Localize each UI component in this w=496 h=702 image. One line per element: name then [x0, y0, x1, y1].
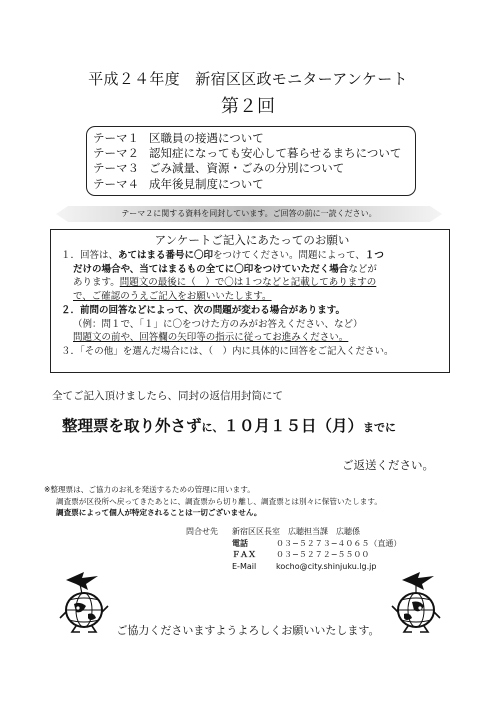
- contact-label: 問合せ先: [186, 527, 218, 536]
- instruction-line: ２．前問の回答などによって、次の問題が変わる場合があります。: [61, 304, 346, 316]
- theme-text: 成年後見制度について: [149, 176, 264, 191]
- theme-text: 区職員の接遇について: [149, 131, 264, 145]
- theme-number: テーマ４: [93, 176, 139, 191]
- fine-print-line: 調査票が区役所へ戻ってきたあとに、調査票から切り離し、調査票とは別々に保管いたします。: [56, 496, 382, 506]
- fax-label: ＦＡＸ: [232, 550, 256, 560]
- return-instruction: 全てご記入頂けましたら、同封の返信用封筒にて: [52, 390, 283, 402]
- instruction-line: で、ご確認のうえご記入をお願いいたします。: [73, 291, 272, 303]
- theme-text: ごみ減量、資源・ごみの分別について: [149, 161, 345, 176]
- theme-item: [93, 146, 415, 161]
- contact-info: [186, 526, 401, 572]
- contact-fax-row: [186, 549, 401, 561]
- instruction-line: ３．「その他」を選んだ場合には、（ ）内に具体的に回答をご記入ください。: [61, 345, 394, 357]
- email-label: E-Mail: [232, 561, 257, 571]
- theme-item: [93, 177, 415, 192]
- theme-item: [93, 161, 415, 176]
- enclosure-banner: [56, 206, 442, 222]
- survey-title: 平成２４年度 新宿区区政モニターアンケート: [88, 70, 408, 88]
- tel-number: ０３−５２７３−４０６５（直通）: [276, 538, 402, 548]
- deadline-line: 整理票を取り外さずに、１０月１５日（月）までに: [62, 417, 397, 435]
- theme-text: 認知症になっても安心して暮らせるまちについて: [149, 146, 402, 161]
- banner-text: テーマ２に関する資料を同封しています。ご回答の前に一読ください。: [121, 209, 377, 218]
- closing-message: ご協力くださいますようよろしくお願いいたします。: [116, 624, 380, 637]
- fine-print-line: ※整理票は、ご協力のお礼を発送するための管理に用います。: [44, 485, 255, 494]
- contact-org-row: [186, 526, 401, 538]
- deadline-date: １０月１５日（月）: [223, 417, 364, 435]
- fine-print-line: 調査票によって個人が特定されることは一切ございません。: [56, 508, 262, 517]
- email-address: kocho@city.shinjuku.lg.jp: [276, 561, 377, 571]
- contact-email-row: [186, 561, 401, 573]
- instruction-line: １．回答は、あてはまる番号に〇印をつけてください。問題によって、１つ: [61, 250, 384, 261]
- survey-round: 第２回: [221, 96, 275, 117]
- theme-item: [93, 131, 415, 146]
- fax-number: ０３−５２７２−５５００: [276, 550, 370, 560]
- instruction-line: だけの場合や、当てはまるもの全てに〇印をつけていただく場合などが: [73, 263, 377, 275]
- return-request: ご返送ください。: [342, 458, 434, 472]
- theme-number: テーマ２: [93, 146, 139, 161]
- theme-number: テーマ３: [93, 161, 139, 176]
- instruction-line: （例：問１で、「１」に〇をつけた方のみがお答えください、など）: [73, 318, 363, 330]
- keep-slip-text: 整理票を取り外さず: [62, 417, 202, 435]
- fine-print: [44, 484, 382, 519]
- theme-list: [86, 126, 416, 196]
- instruction-line: あります。問題文の最後に（ ）で〇は１つなどと記載してありますの: [73, 277, 377, 289]
- tel-label: 電話: [232, 538, 248, 548]
- instructions-heading: アンケートご記入にあたってのお願い: [154, 233, 350, 247]
- contact-tel-row: [186, 538, 401, 550]
- theme-number: テーマ１: [93, 131, 139, 145]
- contact-org: 新宿区区長室 広聴担当課 広聴係: [232, 527, 360, 536]
- instructions-box: [50, 229, 450, 373]
- instruction-line: 問題文の前や、回答欄の矢印等の指示に従ってお進みください。: [73, 332, 349, 344]
